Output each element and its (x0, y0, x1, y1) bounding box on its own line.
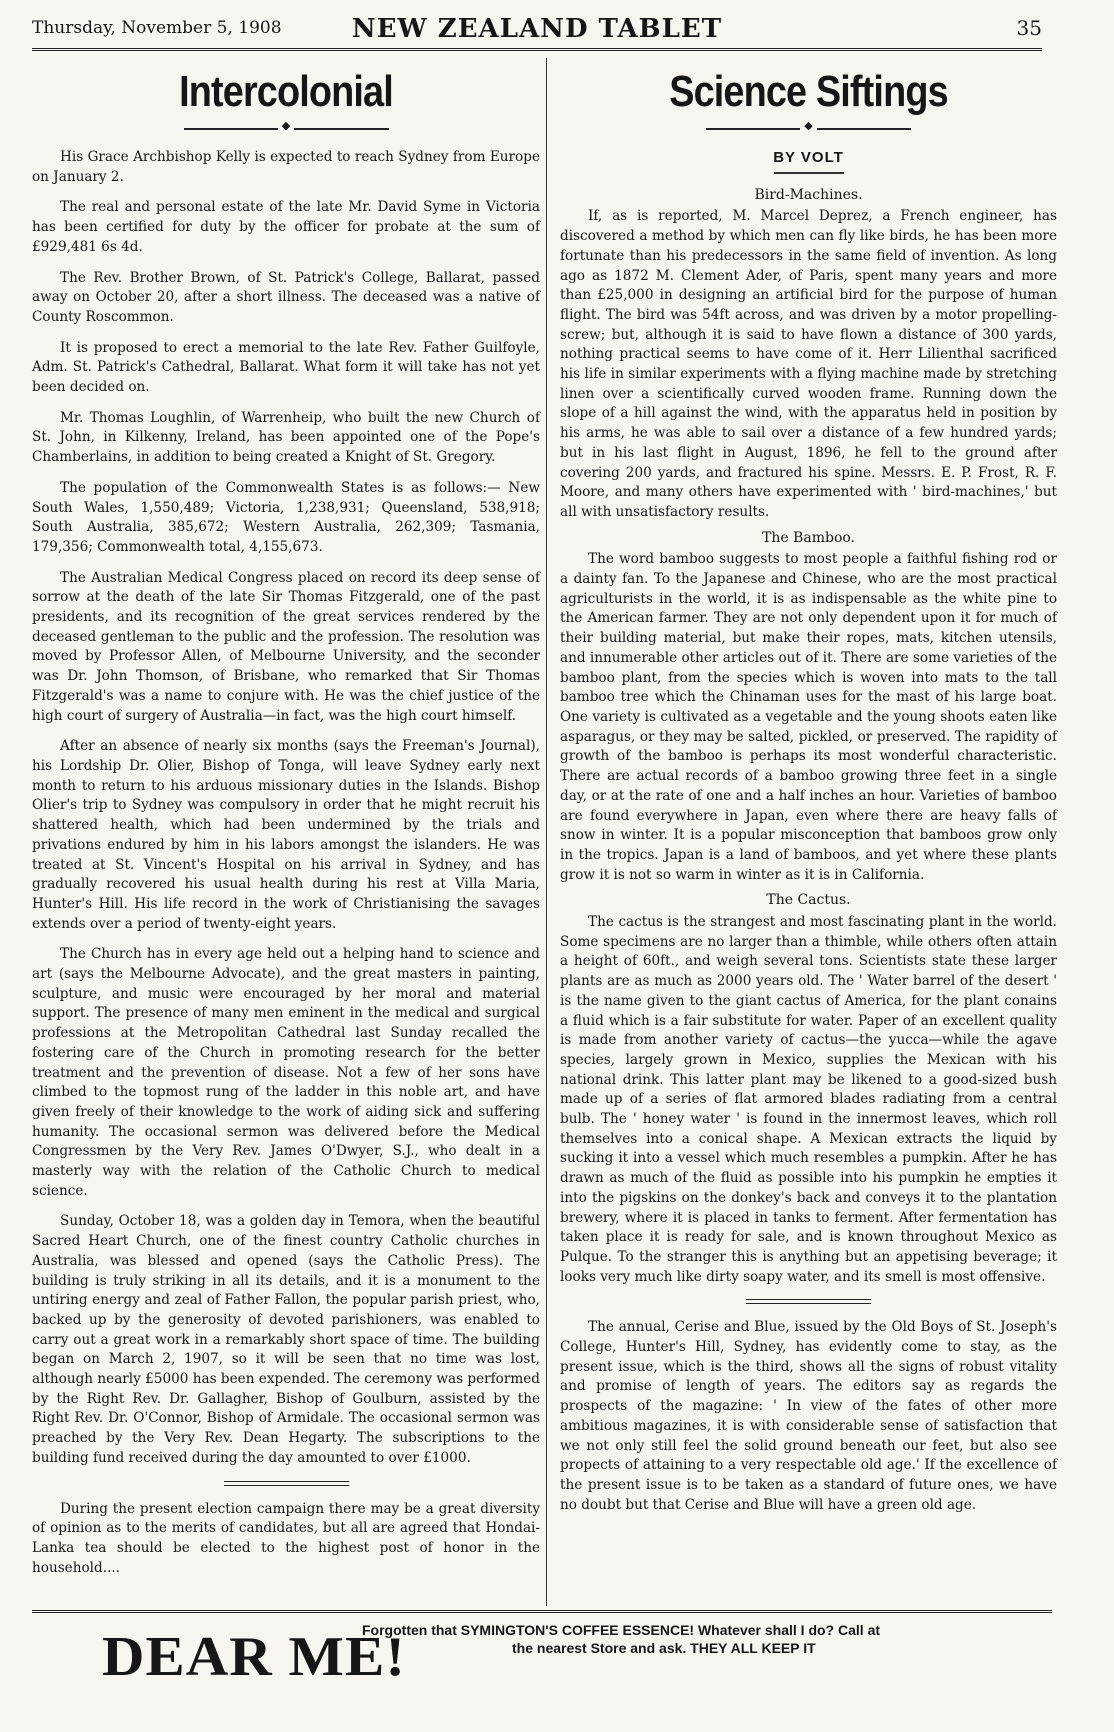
byline: BY VOLT (773, 149, 844, 166)
news-item: The Australian Medical Congress placed on record its deep sense of sorrow at the death of the late Sir Thomas Fitzgerald, one of the past presidents, and its recognition of the great services rendered by the deceased gentleman to the public and the profession. The resolution was moved by Professor Allen, of Melbourne University, and the seconder was Dr. John Thomson, of Brisbane, who remarked that Sir Thomas Fitzgerald's was a name to conjure with. He was the chief justice of the high court of surgery of Australia—in fact, was the high court himself. (32, 569, 540, 724)
science-siftings-heading: Science Siftings (669, 67, 948, 116)
cerise-and-blue-item: The annual, Cerise and Blue, issued by the Old Boys of St. Joseph's College, Hunter's Hill, Sydney, has evidently come to stay, as the present issue, which is the third, shows all the signs of robust vitality and promise of length of years. The editors say as regards the prospects of the magazine: ' In view of the fates of other more ambitious magazines, it is with considerable sense of satisfaction that we not only still feel the solid ground beneath our feet, but also see propects of attaining to a very respectable old age.' If the excellence of the present issue is to be taken as a standard of future ones, we have no doubt but that Cerise and Blue will have a green old age. (560, 1319, 1057, 1513)
news-item: His Grace Archbishop Kelly is expected to reach Sydney from Europe on January 2. (32, 149, 540, 185)
byline-rule (774, 172, 844, 174)
news-item: After an absence of nearly six months (says the Freeman's Journal), his Lordship Dr. Olier, Bishop of Tonga, will leave Sydney early next month to return to his arduous missionary duties in the Islands. Bishop Olier's trip to Sydney was compulsory in order that he might recruit his shattered health, which had been undermined by the trials and privations endured by him in his labors amongst the islanders. He was treated at St. Vincent's Hospital on his arrival in Sydney, and has gradually recovered his usual health during his rest at Villa Maria, Hunter's Hill. His life record in the work of Christianising the savages extends over a period of twenty-eight years. (32, 738, 540, 932)
subhead-cactus: The Cactus. (766, 892, 851, 909)
news-item: The Church has in every age held out a helping hand to science and art (says the Melbourne Advocate), and the great masters in painting, sculpture, and music were encouraged by her moral and material support. The presence of many men eminent in the medical and surgical professions at the Metropolitan Cathedral last Sunday recalled the fostering care of the Church in promoting research for the better treatment and the prevention of disease. Not a few of her sons have climbed to the topmost rung of the ladder in this noble art, and have given freely of their knowledge to the work of aiding sick and suffering humanity. The occasional sermon was delivered before the Medical Congressmen by the Very Rev. James O'Dwyer, S.J., who dealt in a masterly way with the relation of the Catholic Church to medical science. (32, 946, 540, 1199)
heading-ornament (184, 119, 389, 138)
news-item: The Rev. Brother Brown, of St. Patrick's College, Ballarat, passed away on October 20, after a short illness. The deceased was a native of County Roscommon. (32, 269, 540, 325)
article-paragraph: The word bamboo suggests to most people a faithful fishing rod or a dainty fan. To the Japanese and Chinese, who are the most practical agriculturists in the world, it is as indispensable as the white pine to the American farmer. They are not only dependent upon it for much of their building material, but make their ropes, mats, kitchen utensils, and innumerable other articles out of it. There are some varieties of the bamboo plant, from the species which is woven into mats to the tall bamboo tree which the Chinaman uses for the mast of his large boat. One variety is cultivated as a vegetable and the young shoots eaten like asparagus, or they may be salted, pickled, or preserved. The rapidity of growth of the bamboo is perhaps its most wonderful characteristic. There are actual records of a bamboo growing three feet in a single day, or at the rate of one and a half inches an hour. Varieties of bamboo are found everywhere in Japan, even where there are heavy falls of snow in winter. It is a popular misconception that bamboos grow only in the tropics. Japan is a land of bamboos, and yet where these plants grow it is not so warm in winter as it is in California. (560, 551, 1057, 883)
tea-advert-item: During the present election campaign there may be a great diversity of opinion as to the merits of candidates, but all are agreed that Hondai-Lanka tea should be elected to the highest post of honor in the household.... (32, 1500, 540, 1576)
news-item: It is proposed to erect a memorial to the late Rev. Father Guilfoyle, Adm. St. Patrick's Cathedral, Ballarat. What form it will take has not yet been decided on. (32, 339, 540, 396)
issue-date: Thursday, November 5, 1908 (32, 18, 282, 38)
intercolonial-column (32, 62, 540, 1589)
subhead-bird-machines: Bird-Machines. (754, 186, 863, 203)
article-paragraph: The cactus is the strangest and most fascinating plant in the world. Some specimens are no larger than a thimble, while others often attain a height of 60ft., and weigh several tons. Scientists state these larger plants are as much as 2000 years old. The ' Water barrel of the desert ' is the name given to the giant cactus of America, for the plant conains a fluid which is a fair substitute for water. Paper of an excellent quality is made from another variety of cactus—the yucca—while the agave species, largely grown in Mexico, supplies the Mexican with his national drink. This latter plant may be likened to a good-sized bush made up of a series of flat armored blades radiating from a central bulb. The ' honey water ' is found in the innermost leaves, which roll themselves into a conical shape. A Mexican extracts the liquid by sucking it into a vessel which much resembles a pumpkin. After he has drawn as much of the fluid as possible into his pumpkin he empties it into the pigskins on the donkey's back and conveys it to the plantation brewery, where it is placed in tanks to ferment. After fermentation has taken place it is ready for sale, and is known throughout Mexico as Pulque. To the stranger this is anything but an appetising beverage; it looks very much like dirty soapy water, and its smell is most offensive. (560, 914, 1057, 1285)
subhead-bamboo: The Bamboo. (761, 529, 856, 546)
news-item: Sunday, October 18, was a golden day in Temora, when the beautiful Sacred Heart Church, one of the finest country Catholic churches in Australia, was blessed and opened (says the Catholic Press). The building is truly striking in all its details, and it is a monument to the untiring energy and zeal of Father Fallon, the popular parish priest, who, backed up by the generosity of devoted parishioners, was enabled to carry out a great work in a remarkably short space of time. The building began on March 2, 1907, so it will be seen that no time was lost, although nearly £5000 has been expended. The ceremony was performed by the Right Rev. Dr. Gallagher, Bishop of Goulburn, assisted by the Right Rev. Dr. O'Connor, Bishop of Armidale. The occasional sermon was preached by the Very Rev. Dean Hegarty. The subscriptions to the building fund received during the day amounted to over £1000. (32, 1213, 540, 1466)
page-header (32, 14, 1042, 51)
page-number: 35 (1016, 16, 1042, 40)
advert-line-1: Forgotten that SYMINGTON'S COFFEE ESSENCE! Whatever shall I do? Call at (362, 1622, 881, 1638)
news-item: The real and personal estate of the late Mr. David Syme in Victoria has been certified for duty by the officer for probate at the sum of £929,481 6s 4d. (32, 199, 540, 255)
section-separator (746, 1299, 871, 1304)
news-item: The population of the Commonwealth States is as follows:— New South Wales, 1,550,489; Victoria, 1,238,931; Queensland, 538,918; South Australia, 385,672; Western Australia, 262,309; Tasmania, 179,356; Commonwealth total, 4,155,673. (32, 479, 540, 555)
article-paragraph: If, as is reported, M. Marcel Deprez, a French engineer, has discovered a method by which men can fly like birds, he has been more fortunate than his predecessors in the same field of invention. As long ago as 1872 M. Clement Ader, of Paris, spent many years and more than £25,000 in designing an artificial bird for the purpose of human flight. The bird was 54ft across, and was driven by a motor propelling-screw; but, although it is said to have flown a distance of 300 yards, nothing practical seems to have come of it. Herr Lilienthal sacrificed his life in similar experiments with a flying machine made by stretching linen over a scientifically curved wooden frame. Running down the slope of a hill against the wind, with the apparatus held in position by his arms, he was able to sail over a distance of a few hundred yards; but in his last flight in August, 1896, he fell to the ground after covering 200 yards, and fractured his spine. Messrs. E. P. Frost, R. F. Moore, and many others have experimented with ' bird-machines,' but all with unsatisfactory results. (560, 208, 1057, 520)
column-divider (546, 58, 547, 1606)
diamond-icon: ◆ (278, 119, 294, 132)
advert-headline: DEAR ME! (102, 1626, 407, 1688)
bottom-advert (32, 1610, 1052, 1713)
intercolonial-heading: Intercolonial (179, 67, 393, 116)
advert-line-2: the nearest Store and ask. THEY ALL KEEP IT (512, 1640, 816, 1656)
diamond-icon: ◆ (800, 119, 816, 132)
masthead-title: NEW ZEALAND TABLET (351, 14, 723, 44)
advert-text (362, 1621, 1052, 1657)
news-item: Mr. Thomas Loughlin, of Warrenheip, who built the new Church of St. John, in Kilkenny, Ireland, has been appointed one of the Pope's Chamberlains, in addition to being created a Knight of St. Gregory. (32, 409, 540, 466)
heading-ornament (706, 119, 911, 138)
science-siftings-column (560, 62, 1057, 1526)
section-separator (224, 1481, 349, 1486)
